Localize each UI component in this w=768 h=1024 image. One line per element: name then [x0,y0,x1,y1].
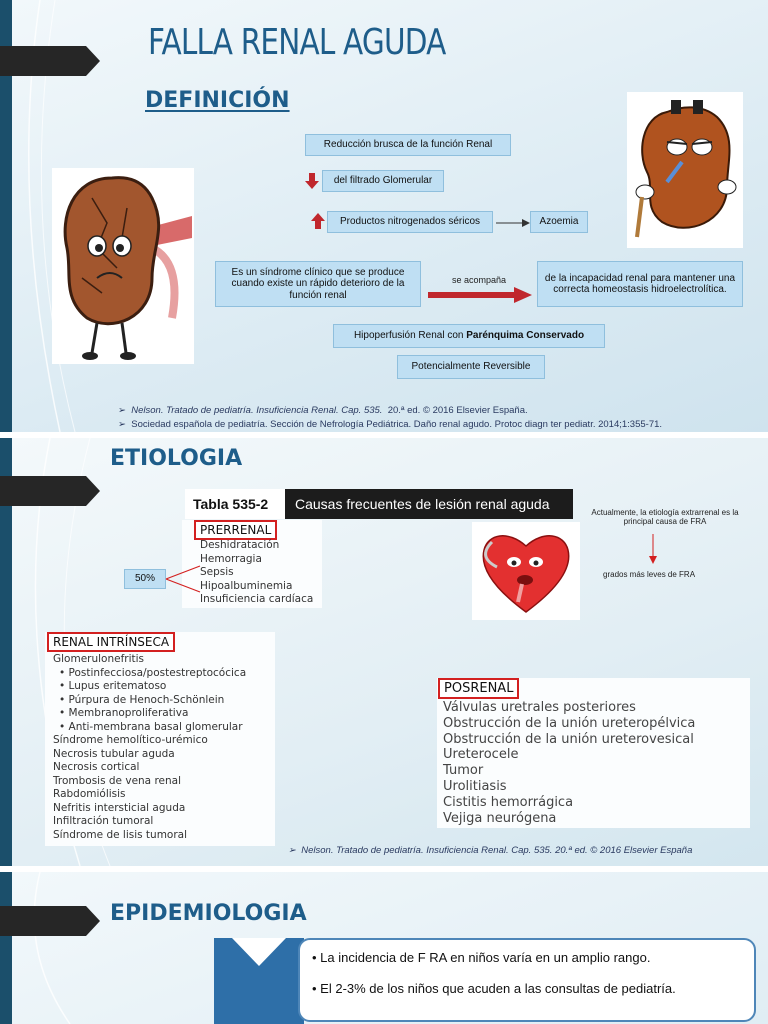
intrinseca-item: • Membranoproliferativa [53,707,246,721]
reference-nelson: ➢ Nelson. Tratado de pediatría. Insuficiencia Renal. Cap. 535. 20.ª ed. © 2016 Elsevier España. [118,405,528,416]
intrinseca-item: Nefritis intersticial aguda [53,801,186,814]
intrinseca-item: • Lupus eritematoso [53,680,246,694]
hipoperfusion-text: Hipoperfusión Renal con [353,330,464,342]
intrinseca-list [53,653,246,842]
reference-nelson-etiologia-text: Nelson. Tratado de pediatría. Insuficiencia Renal. Cap. 535. 20.ª ed. © 2016 Elsevier España [301,845,693,856]
slide-epidemiologia [0,872,768,1024]
intrinseca-item: • Anti-membrana basal glomerular [53,721,246,735]
section-tab-marker [0,476,100,506]
reference-nelson-edition: 20.ª ed. © 2016 Elsevier España. [387,405,528,416]
prerrenal-item: Deshidratación [200,539,280,551]
posrenal-item: Urolitiasis [443,778,507,794]
posrenal-item: Obstrucción de la unión ureterovesical [443,731,694,747]
intrinseca-item: Necrosis tubular aguda [53,747,175,760]
box-reduccion-brusca: Reducción brusca de la función Renal [305,134,511,156]
red-down-arrow-icon [648,534,658,564]
intrinseca-item: • Postinfecciosa/postestreptocócica [53,667,246,681]
section-heading-epidemiologia: EPIDEMIOLOGIA [110,901,307,926]
table-header [185,489,573,519]
intrinseca-item: Trombosis de vena renal [53,774,182,787]
intrinseca-item: Infiltración tumoral [53,815,154,827]
intrinseca-item: Rabdomiólisis [53,788,126,800]
prerrenal-item: Sepsis [200,566,234,578]
left-accent-bar [0,872,12,1024]
reference-nelson-title: Nelson. Tratado de pediatría. Insuficiencia Renal. Cap. 535. [131,405,383,416]
prerrenal-item: Insuficiencia cardíaca [200,593,314,605]
intrinseca-item: Síndrome hemolítico-urémico [53,734,208,746]
label-se-acompana: se acompaña [452,275,507,285]
heart-character-illustration [472,522,580,620]
parenquima-conservado: Parénquima Conservado [466,330,585,342]
chevron-down-shape [214,938,304,1024]
note-etiologia-extrarrenal: Actualmente, la etiología extrarrenal es la principal causa de FRA [591,508,739,526]
intrinseca-item: • Púrpura de Henoch-Schönlein [53,694,246,708]
red-arrow-right-icon [428,287,532,303]
prerrenal-item: Hemorragia [200,552,262,565]
reference-nelson-etiologia: ➢ Nelson. Tratado de pediatría. Insuficiencia Renal. Cap. 535. 20.ª ed. © 2016 Elsevier España [288,845,693,856]
section-tab-marker [0,906,100,936]
box-azoemia: Azoemia [530,211,588,233]
section-tab-marker [0,46,100,76]
red-pointer-arrows [164,562,204,596]
arrow-right-icon [496,217,530,229]
intrinseca-label: RENAL INTRÍNSECA [47,632,175,652]
arrow-down-icon [305,173,319,189]
arrow-up-icon [311,213,325,229]
prerrenal-label: PRERRENAL [194,520,277,540]
epidemiologia-bullet: • El 2-3% de los niños que acuden a las consultas de pediatría. [312,981,676,996]
intrinseca-item: Necrosis cortical [53,761,140,773]
intrinseca-item: Síndrome de lisis tumoral [53,828,188,841]
note-grados-leves: grados más leves de FRA [603,570,696,579]
box-sindrome-clinico: Es un síndrome clínico que se produce cuando existe un rápido deterioro de la función renal [215,261,421,307]
reference-sociedad: ➢ Sociedad española de pediatría. Sección de Nefrología Pediátrica. Daño renal agudo. Protoc diagn ter pediatr. 2014;1:355-71. [118,419,663,430]
epidemiologia-box [298,938,756,1022]
epidemiologia-bullet: • La incidencia de F RA en niños varía en un amplio rango. [312,950,651,965]
page-title: FALLA RENAL AGUDA [148,22,446,63]
table-number: Tabla 535-2 [185,489,285,519]
section-heading-etiologia: ETIOLOGIA [110,446,243,471]
prerrenal-item: Hipoalbuminemia [200,579,293,592]
section-heading-definicion: DEFINICIÓN [145,88,290,113]
sad-kidney-illustration [52,168,194,364]
slide-etiologia [0,438,768,866]
posrenal-item: Ureterocele [443,747,519,763]
table-caption: Causas frecuentes de lesión renal aguda [295,496,550,512]
decorative-lines [0,872,120,1024]
posrenal-item: Vejiga neurógena [443,810,557,826]
posrenal-item: Tumor [443,763,484,779]
box-hipoperfusion [333,324,605,348]
percent-badge: 50% [124,569,166,589]
prerrenal-list [200,539,313,607]
box-productos-nitrogenados: Productos nitrogenados séricos [327,211,493,233]
posrenal-item: Cistitis hemorrágica [443,794,574,810]
slide-definicion [0,0,768,432]
posrenal-item: Obstrucción de la unión ureteropélvica [443,715,696,731]
sick-kidney-thermometer-illustration [627,92,743,248]
box-incapacidad-renal: de la incapacidad renal para mantener una correcta homeostasis hidroelectrolítica. [537,261,743,307]
box-potencialmente-reversible: Potencialmente Reversible [397,355,545,379]
reference-sociedad-text: Sociedad española de pediatría. Sección de Nefrología Pediátrica. Daño renal agudo. Protoc diagn ter pediatr. 2014;1:355-71. [131,419,663,430]
epidemiologia-bullet-text: El 2-3% de los niños que acuden a las consultas de pediatría. [320,981,676,996]
box-filtrado-glomerular: del filtrado Glomerular [322,170,444,192]
posrenal-list [443,700,695,826]
posrenal-label: POSRENAL [438,678,519,699]
epidemiologia-bullet-text: La incidencia de F RA en niños varía en un amplio rango. [320,950,651,965]
posrenal-item: Válvulas uretrales posteriores [443,700,636,715]
intrinseca-item: Glomerulonefritis [53,653,145,665]
